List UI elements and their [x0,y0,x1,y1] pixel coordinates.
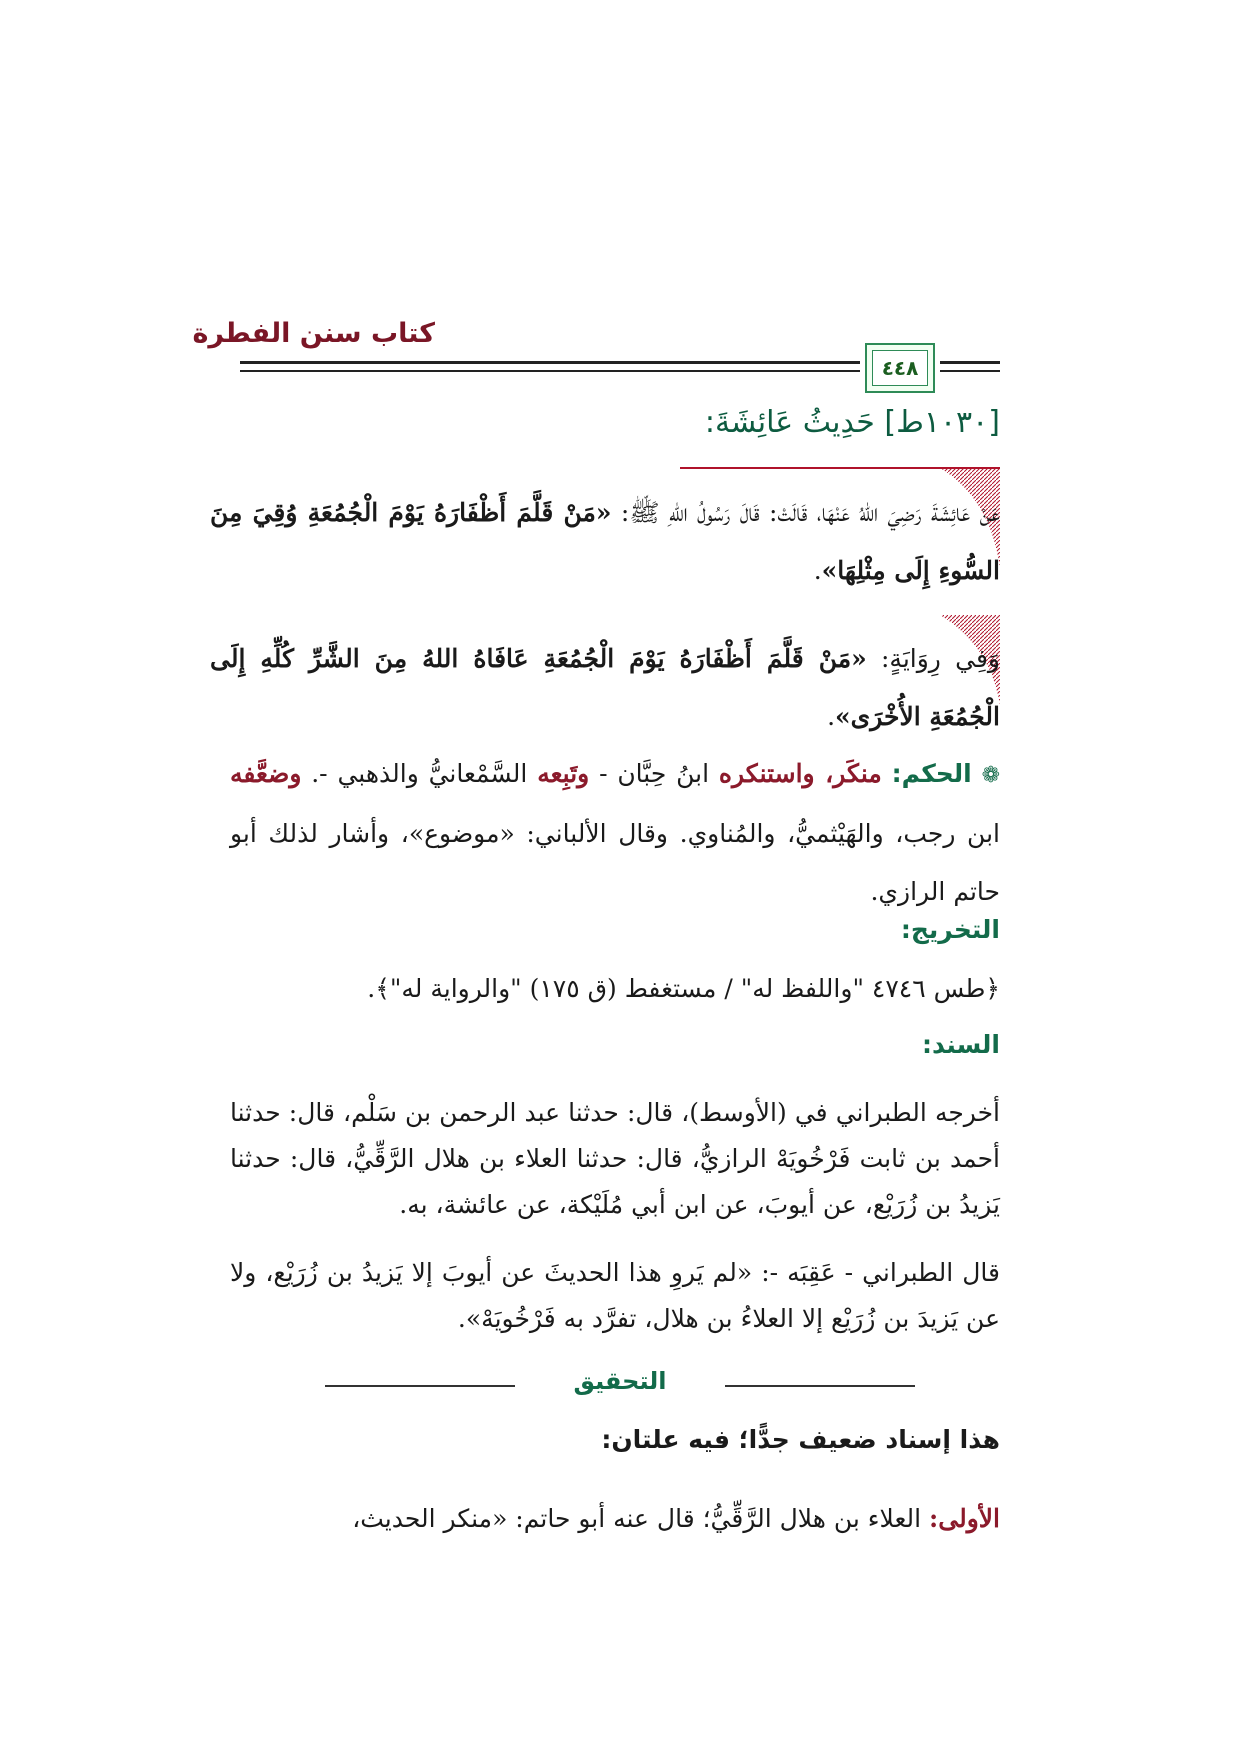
header-rule-top [240,361,860,364]
hadith-title: حَدِيثُ عَائِشَةَ: [704,405,875,440]
sanad-paragraph-2: قال الطبراني - عَقِبَه -: «لم يَروِ هذا الحديثَ عن أيوبَ إلا يَزيدُ بن زُرَيْع، ولا عن يَزيدَ بن زُرَيْع إلا العلاءُ بن هلال، تفرَّد به فَرْخُويَهْ». [230,1258,1000,1333]
hadith-number: [١٠٣٠ط] [884,405,1000,440]
takhrij-label: التخريج: [900,915,1000,944]
ruling-part-5: وضعَّفه [230,759,302,788]
flower-ornament-icon: ❁ [981,763,1001,788]
hadith-heading [705,405,1000,440]
header-rule-right-top [940,361,1000,364]
ruling [230,745,1000,921]
ruling-part-2: ابنُ حِبَّان - [589,759,719,788]
narration-2 [210,630,1000,746]
narration-1-intro: عَنْ عَائِشَةَ رَضِيَ اللهُ عَنْهَا، قَالَتْ: قَالَ رَسُولُ اللهِ ﷺ: [611,498,1000,527]
header-rule-right-bottom [940,370,1000,372]
page-number-badge [865,343,935,393]
sanad-paragraph-1: أخرجه الطبراني في (الأوسط)، قال: حدثنا عبد الرحمن بن سَلْم، قال: حدثنا أحمد بن ثابت فَرْخُويَهْ الرازيُّ، قال: حدثنا العلاء بن هلال الرَّقِّيُّ، قال: حدثنا يَزيدُ بن زُرَيْع، عن أيوبَ، عن ابن أبي مُلَيْكة، عن عائشة، به. [230,1098,1000,1219]
narration-1 [210,484,1000,600]
tahqiq-first [230,1490,1000,1548]
tahqiq-summary: هذا إسناد ضعيف جدًّا؛ فيه علتان: [601,1425,1000,1454]
book-title: كتاب سنن الفطرة [192,318,435,349]
tahqiq-label: التحقيق [573,1367,667,1395]
narration-1-rule [680,467,1000,469]
ruling-part-4: السَّمْعانيُّ والذهبي -. [301,759,538,788]
ruling-part-3: وتَبِعه [537,759,590,788]
page-number: ٤٤٨ [872,350,928,386]
tahqiq-first-text: العلاء بن هلال الرَّقِّيُّ؛ قال عنه أبو حاتم: «منكر الحديث، [352,1504,930,1533]
narration-2-quote: «مَنْ قَلَّمَ أَظْفَارَهُ يَوْمَ الْجُمُعَةِ عَافَاهُ اللهُ مِنَ الشَّرِّ كُلِّهِ إِلَى الْجُمُعَةِ الأُخْرَى» [210,644,1000,731]
ruling-label: الحكم: [891,759,972,788]
takhrij-text: ﴿طس ٤٧٤٦ "واللفظ له" / مستغفط (ق ١٧٥) "والرواية له"﴾. [367,974,1000,1003]
tahqiq-first-label: الأولى: [929,1504,1000,1533]
ruling-part-6: ابن رجب، والهَيْثميُّ، والمُناوي. وقال الألباني: «موضوع»، وأشار لذلك أبو حاتم الرازي. [230,819,1000,906]
header-rule-bottom [240,370,860,372]
ruling-part-1: منكَر، واستنكره [718,759,882,788]
narration-2-end: . [827,702,836,731]
sanad-label: السند: [921,1030,1000,1059]
tahqiq-separator [325,1367,915,1401]
narration-2-intro: وَفِي رِوَايَةٍ: [866,644,1000,673]
narration-1-quote: «مَنْ قَلَّمَ أَظْفَارَهُ يَوْمَ الْجُمُعَةِ وُقِيَ مِنَ السُّوءِ إِلَى مِثْلِهَا» [210,498,1000,585]
narration-1-end: . [813,556,822,585]
